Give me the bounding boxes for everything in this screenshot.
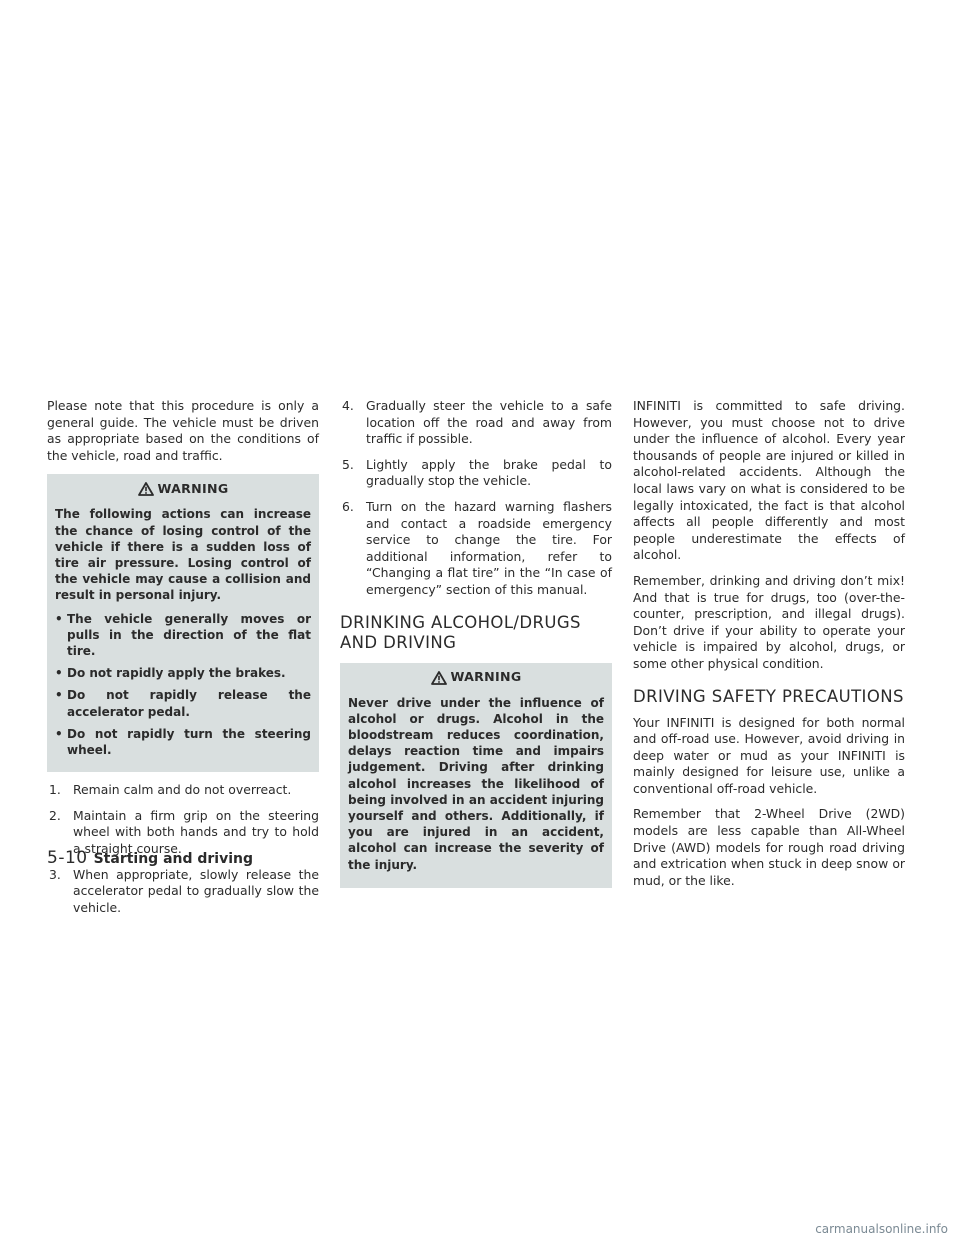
step-number: 3. xyxy=(49,866,61,882)
step-number: 2. xyxy=(49,807,61,823)
bullet-dot: • xyxy=(55,688,63,703)
step-text: Maintain a firm grip on the steering wheel with both hands and try to hold a straight course. xyxy=(73,807,319,856)
warning-header xyxy=(47,474,319,504)
warning-text: The following actions can increase the chance of losing control of the vehicle if there is a sudden loss of tire air pressure. Losing control of the vehicle may cause a collision and result in personal injury. xyxy=(55,507,311,603)
warning-triangle-icon xyxy=(138,482,154,496)
step-text: Turn on the hazard warning flashers and contact a roadside emergency service to change the tire. For additional information, refer to “Changing a flat tire” in the “In case of emergency” section of this manual. xyxy=(366,498,612,597)
step-number: 6. xyxy=(342,498,354,514)
warning-bullet xyxy=(55,611,311,660)
warning-bullet xyxy=(55,687,311,719)
step-item xyxy=(47,782,319,799)
paragraph: Remember that 2-Wheel Drive (2WD) models are less capable than All-Wheel Drive (AWD) models for rough road driving and extrication when stuck in deep snow or mud, or the like. xyxy=(633,806,905,888)
step-text: Lightly apply the brake pedal to gradually stop the vehicle. xyxy=(366,456,612,489)
section-heading-drinking xyxy=(340,613,612,653)
bullet-text: Do not rapidly release the accelerator pedal. xyxy=(67,688,311,719)
paragraph: INFINITI is committed to safe driving. However, you must choose not to drive under the influence of alcohol. Every year thousands of people are injured or killed in alcohol-related accidents. Although the local laws vary on what is considered to be legally intoxicated, the fact is that alcohol affects all people differently and most people underestimate the effects of alcohol. xyxy=(633,398,905,563)
warning-box-flat-tire xyxy=(47,474,319,772)
bullet-text: The vehicle generally moves or pulls in the direction of the flat tire. xyxy=(67,611,311,658)
warning-bullet xyxy=(55,665,311,681)
bullet-dot: • xyxy=(55,726,63,741)
warning-body xyxy=(340,693,612,873)
warning-bullet xyxy=(55,726,311,758)
step-item xyxy=(340,457,612,490)
warning-header xyxy=(340,663,612,693)
intro-paragraph: Please note that this procedure is only a general guide. The vehicle must be driven as appropriate based on the conditions of the vehicle, road and traffic. xyxy=(47,398,319,463)
step-number: 5. xyxy=(342,456,354,472)
step-number: 4. xyxy=(342,398,354,413)
paragraph: Your INFINITI is designed for both normal and off-road use. However, avoid driving in deep water or mud as your INFINITI is mainly designed for leisure use, unlike a conventional off-road vehicle. xyxy=(633,714,905,796)
step-text: Gradually steer the vehicle to a safe location off the road and away from traffic if possible. xyxy=(366,398,612,447)
column-right xyxy=(633,398,905,898)
column-left xyxy=(47,398,319,925)
section-name: Starting and driving xyxy=(93,851,254,867)
warning-body xyxy=(47,504,319,758)
heading-line: AND DRIVING xyxy=(340,632,457,652)
warning-title: WARNING xyxy=(450,669,522,685)
step-item xyxy=(47,867,319,917)
warning-text: Never drive under the influence of alcohol or drugs. Alcohol in the bloodstream reduces coordination, delays reaction time and impairs judgement. Driving after drinking alcohol increases the likelihood of being involved in an accident injuring yourself and others. Additionally, if you are injured in an accident, alcohol can increase the severity of the injury. xyxy=(348,695,604,872)
step-text: Remain calm and do not overreact. xyxy=(73,782,292,798)
section-heading-safety: DRIVING SAFETY PRECAUTIONS xyxy=(633,686,904,706)
step-text: When appropriate, slowly release the accelerator pedal to gradually slow the vehicle. xyxy=(73,866,319,915)
step-item xyxy=(340,398,612,448)
watermark-text: carmanualsonline.info xyxy=(815,1222,948,1236)
bullet-dot: • xyxy=(55,611,63,626)
paragraph: Remember, drinking and driving don’t mix! And that is true for drugs, too (over-the-counter, prescription, and illegal drugs). Don’t drive if your ability to operate your vehicle is impaired by alcohol, drugs, or some other physical condition. xyxy=(633,572,905,671)
warning-triangle-icon xyxy=(431,671,447,685)
page-number: 5-10 xyxy=(47,848,88,868)
heading-line: DRINKING ALCOHOL/DRUGS xyxy=(340,612,581,632)
bullet-dot: • xyxy=(55,666,63,681)
warning-title: WARNING xyxy=(157,481,229,497)
bullet-text: Do not rapidly turn the steering wheel. xyxy=(67,726,311,758)
column-middle xyxy=(340,398,612,898)
bullet-text: Do not rapidly apply the brakes. xyxy=(67,666,286,681)
warning-box-alcohol xyxy=(340,663,612,888)
step-number: 1. xyxy=(49,782,61,798)
step-item xyxy=(340,499,612,599)
page-footer xyxy=(47,848,253,868)
